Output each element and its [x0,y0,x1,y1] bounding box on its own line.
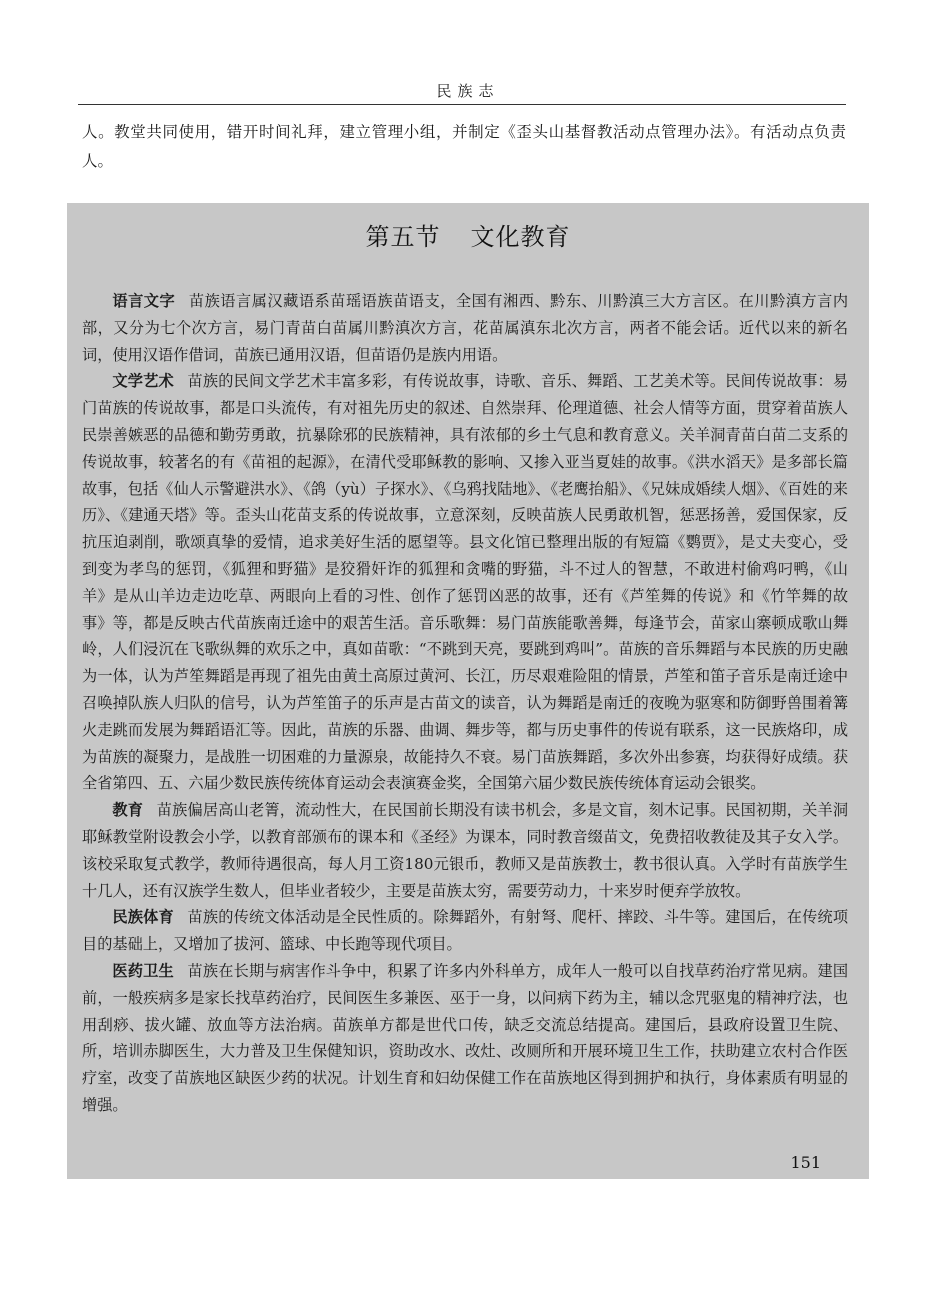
section-name: 文化教育 [470,223,571,251]
section-panel [67,203,869,1179]
term-sports: 民族体育 [112,908,174,927]
header-rule [78,104,846,105]
section-prefix: 第五节 [365,223,441,251]
paragraph-text: 苗族的民间文学艺术丰富多彩，有传说故事，诗歌、音乐、舞蹈、工艺美术等。民间传说故事：易门苗族的传说故事，都是口头流传，有对祖先历史的叙述、自然崇拜、伦理道德、社会人情等方面，贯穿着苗族人民崇善嫉恶的品德和勤劳勇敢，抗暴除邪的民族精神，具有浓郁的乡土气息和教育意义。关羊洞青苗白苗二支系的传说故事，较著名的有《苗祖的起源》，在清代受耶稣教的影响、又掺入亚当夏娃的故事。《洪水滔天》是多部长篇故事，包括《仙人示警避洪水》、《鸽（yù）子探水》、《乌鸦找陆地》、《老鹰抬船》、《兄妹成婚续人烟》、《百姓的来历》、《建通天塔》等。歪头山花苗支系的传说故事，立意深刻，反映苗族人民勇敢机智，惩恶扬善，爱国保家，反抗压迫剥削，歌颂真挚的爱情，追求美好生活的愿望等。县文化馆已整理出版的有短篇《鹦贾》，是丈夫变心，受到变为孝鸟的惩罚，《狐狸和野猫》是狡猾奸诈的狐狸和贪嘴的野猫，斗不过人的智慧，不敢进村偷鸡叼鸭，《山羊》是从山羊边走边吃草、两眼向上看的习性、创作了惩罚凶恶的故事，还有《芦笙舞的传说》和《竹竿舞的故事》等，都是反映古代苗族南迁途中的艰苦生活。音乐歌舞：易门苗族能歌善舞，每逢节会，苗家山寨顿成歌山舞岭，人们浸沉在飞歌纵舞的欢乐之中，真如苗歌：“不跳到天亮，要跳到鸡叫”。苗族的音乐舞蹈与本民族的历史融为一体，认为芦笙舞蹈是再现了祖先由黄土高原过黄河、长江，历尽艰难险阻的情景，芦笙和笛子音乐是南迁途中召唤掉队族人归队的信号，认为芦笙笛子的乐声是古苗文的读音，认为舞蹈是南迁的夜晚为驱寒和防御野兽围着篝火走跳而发展为舞蹈语汇等。因此，苗族的乐器、曲调、舞步等，都与历史事件的传说有联系，这一民族烙印，成为苗族的凝聚力，是战胜一切困难的力量源泉，故能持久不衰。易门苗族舞蹈，多次外出参赛，均获得好成绩。获全省第四、五、六届少数民族传统体育运动会表演赛金奖，全国第六届少数民族传统体育运动会银奖。 [82,372,849,793]
term-literature-arts: 文学艺术 [112,372,174,391]
paragraph-text: 苗族的传统文体活动是全民性质的。除舞蹈外，有射弩、爬杆、摔跤、斗牛等。建国后，在传统项目的基础上，又增加了拔河、篮球、中长跑等现代项目。 [82,908,849,954]
paragraph-literature-arts [82,368,848,797]
paragraph-text: 苗族语言属汉藏语系苗瑶语族苗语支，全国有湘西、黔东、川黔滇三大方言区。在川黔滇方言内部，又分为七个次方言，易门青苗白苗属川黔滇次方言，花苗属滇东北次方言，两者不能会话。近代以来的新名词，使用汉语作借词，苗族已通用汉语，但苗语仍是族内用语。 [82,292,849,364]
term-language: 语言文字 [112,292,176,310]
running-header: 民族志 [436,82,500,100]
paragraph-medicine [82,958,848,1119]
section-body [82,288,848,1119]
page-number: 151 [790,1153,821,1172]
paragraph-education [82,797,848,904]
paragraph-language [82,288,848,368]
paragraph-text: 苗族在长期与病害作斗争中，积累了许多内外科单方，成年人一般可以自找草药治疗常见病。建国前，一般疾病多是家长找草药治疗，民间医生多兼医、巫于一身，以问病下药为主，辅以念咒驱鬼的精神疗法，也用刮痧、拔火罐、放血等方法治病。苗族单方都是世代口传，缺乏交流总结提高。建国后，县政府设置卫生院、所，培训赤脚医生，大力普及卫生保健知识，资助改水、改灶、改厕所和开展环境卫生工作，扶助建立农村合作医疗室，改变了苗族地区缺医少药的状况。计划生育和妇幼保健工作在苗族地区得到拥护和执行，身体素质有明显的增强。 [82,961,849,1114]
intro-paragraph: 人。教堂共同使用，错开时间礼拜，建立管理小组，并制定《歪头山基督教活动点管理办法》。有活动点负责人。 [82,123,846,170]
paragraph-text: 苗族偏居高山老箐，流动性大，在民国前长期没有读书机会，多是文盲，刻木记事。民国初期，关羊洞耶稣教堂附设教会小学，以教育部颁布的课本和《圣经》为课本，同时教音缀苗文，免费招收教徒及其子女入学。该校采取复式教学，教师待遇很高，每人月工资180元银币，教师又是苗族教士，教书很认真。入学时有苗族学生十几人，还有汉族学生数人，但毕业者较少，主要是苗族太穷，需要劳动力，十来岁时便弃学放牧。 [82,801,849,900]
term-medicine: 医药卫生 [112,961,174,980]
term-education: 教育 [112,801,144,820]
paragraph-sports [82,904,848,958]
section-title [67,217,869,252]
